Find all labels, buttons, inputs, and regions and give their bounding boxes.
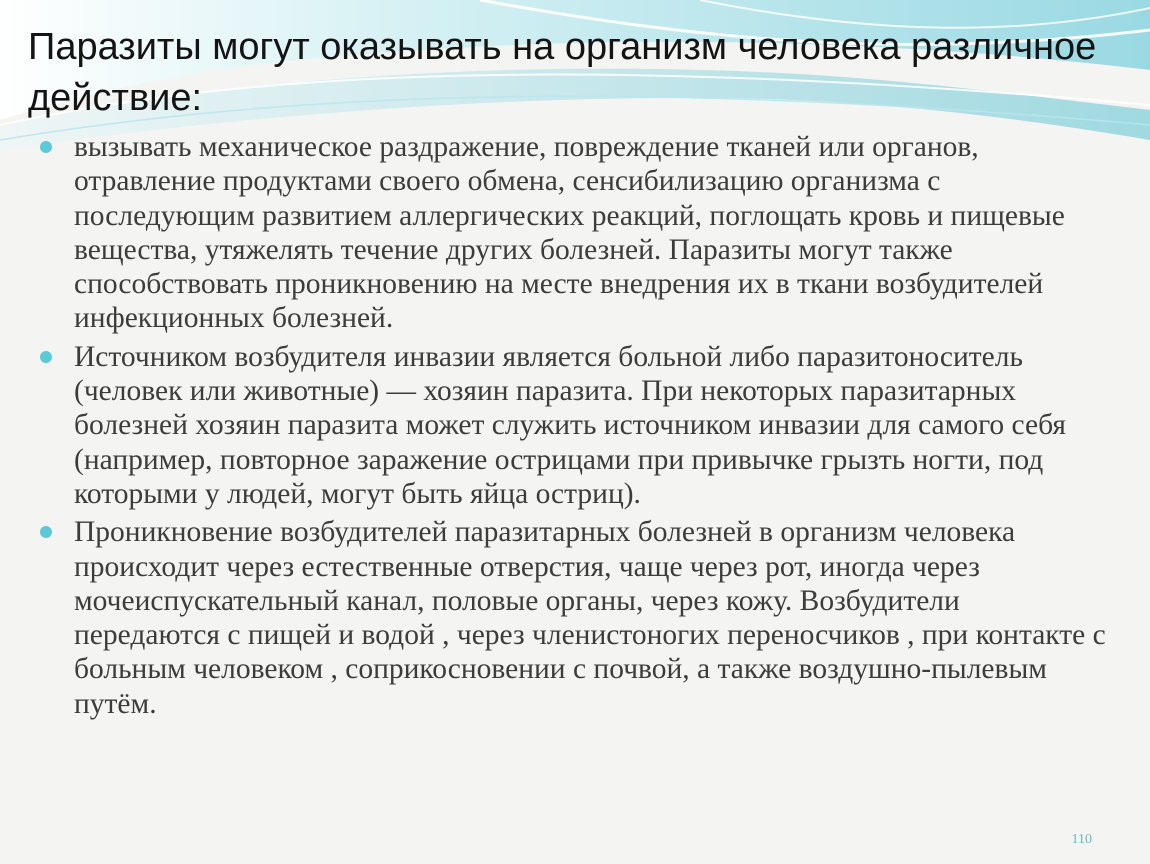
- slide-title: Паразиты могут оказывать на организм человека различное действие:: [28, 26, 1097, 119]
- bullet-dot-icon: [40, 141, 52, 153]
- bullet-list: [40, 130, 1110, 725]
- bullet-text: вызывать механическое раздражение, повреждение тканей или органов, отравление продуктами своего обмена, сенсибилизацию организма с последующим развитием аллергических реакций, поглощать кровь и пищевые вещества, утяжелять течение других болезней. Паразиты могут также способствовать проникновению на месте внедрения их в ткани возбудителей инфекционных болезней.: [74, 131, 1065, 335]
- bullet-item: [40, 130, 1110, 336]
- bullet-dot-icon: [40, 351, 52, 363]
- bullet-item: [40, 515, 1110, 721]
- bullet-dot-icon: [40, 526, 52, 538]
- bullet-item: [40, 340, 1110, 511]
- page-number: 110: [1071, 832, 1092, 847]
- bullet-text: Источником возбудителя инвазии является больной либо паразитоноситель (человек или животные) — хозяин паразита. При некоторых паразитарных болезней хозяин паразита может служить источником инвазии для самого себя (например, повторное заражение острицами при привычке грызть ногти, под которыми у людей, могут быть яйца остриц).: [74, 340, 1066, 510]
- bullet-text: Проникновение возбудителей паразитарных болезней в организм человека происходит через естественные отверстия, чаще через рот, иногда через мочеиспускательный канал, половые органы, через кожу. Возбудители передаются с пищей и водой , через членистоногих переносчиков , при контакте с больным человеком , соприкосновении с почвой, а также воздушно-пылевым путём.: [74, 516, 1106, 720]
